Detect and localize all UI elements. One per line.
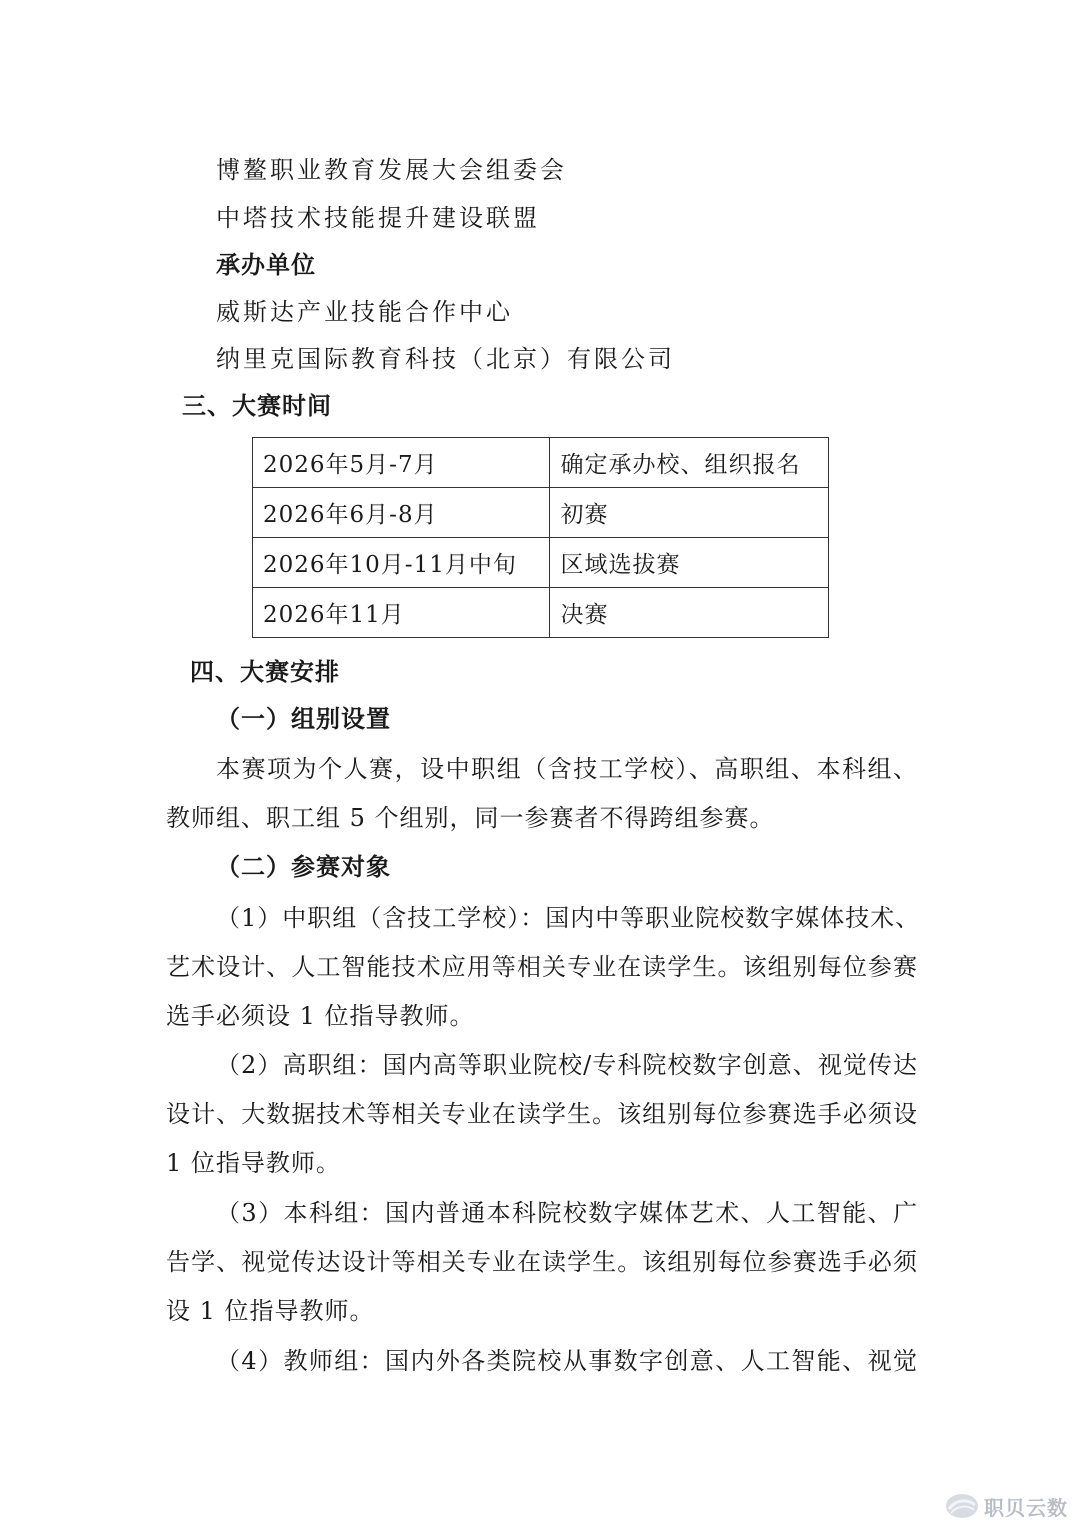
section-heading-arrangement: 四、大赛安排 — [190, 658, 340, 686]
schedule-event: 决赛 — [550, 588, 829, 638]
paragraph-line: （2）高职组：国内高等职业院校/专科院校数字创意、视觉传达 — [216, 1051, 918, 1079]
host-line: 纳里克国际教育科技（北京）有限公司 — [216, 345, 675, 373]
organizer-line: 博鳌职业教育发展大会组委会 — [216, 156, 567, 184]
subsection-heading-groups: （一）组别设置 — [216, 705, 391, 733]
organizer-line: 中塔技术技能提升建设联盟 — [216, 204, 540, 232]
paragraph-line: 艺术设计、人工智能技术应用等相关专业在读学生。该组别每位参赛 — [166, 953, 918, 981]
watermark-text: 职贝云数 — [984, 1495, 1068, 1520]
paragraph-line: 选手必须设 1 位指导教师。 — [166, 1002, 475, 1030]
schedule-event: 初赛 — [550, 488, 829, 538]
subsection-heading-participants: （二）参赛对象 — [216, 853, 391, 881]
schedule-time: 2026年5月-7月 — [253, 438, 550, 488]
paragraph-line: 告学、视觉传达设计等相关专业在读学生。该组别每位参赛选手必须 — [166, 1248, 918, 1276]
table-row — [253, 538, 829, 588]
host-heading: 承办单位 — [216, 251, 316, 279]
schedule-time: 2026年6月-8月 — [253, 488, 550, 538]
paragraph-line: 本赛项为个人赛，设中职组（含技工学校）、高职组、本科组、 — [216, 755, 918, 783]
schedule-table — [252, 437, 829, 638]
schedule-event: 确定承办校、组织报名 — [550, 438, 829, 488]
host-line: 威斯达产业技能合作中心 — [216, 298, 513, 326]
schedule-event: 区域选拔赛 — [550, 538, 829, 588]
paragraph-line: （1）中职组（含技工学校）：国内中等职业院校数字媒体技术、 — [216, 904, 921, 932]
watermark-logo-icon — [944, 1491, 980, 1521]
paragraph-line: （4）教师组：国内外各类院校从事数字创意、人工智能、视觉 — [216, 1347, 918, 1375]
paragraph-line: 教师组、职工组 5 个组别，同一参赛者不得跨组参赛。 — [166, 804, 775, 832]
table-row — [253, 438, 829, 488]
section-heading-schedule: 三、大赛时间 — [182, 392, 332, 420]
schedule-time: 2026年10月-11月中旬 — [253, 538, 550, 588]
paragraph-line: 设计、大数据技术等相关专业在读学生。该组别每位参赛选手必须设 — [166, 1100, 918, 1128]
table-row — [253, 488, 829, 538]
schedule-time: 2026年11月 — [253, 588, 550, 638]
table-row — [253, 588, 829, 638]
paragraph-line: 设 1 位指导教师。 — [166, 1297, 375, 1325]
paragraph-line: （3）本科组：国内普通本科院校数字媒体艺术、人工智能、广 — [216, 1199, 918, 1227]
paragraph-line: 1 位指导教师。 — [166, 1149, 341, 1177]
watermark — [944, 1489, 1074, 1523]
